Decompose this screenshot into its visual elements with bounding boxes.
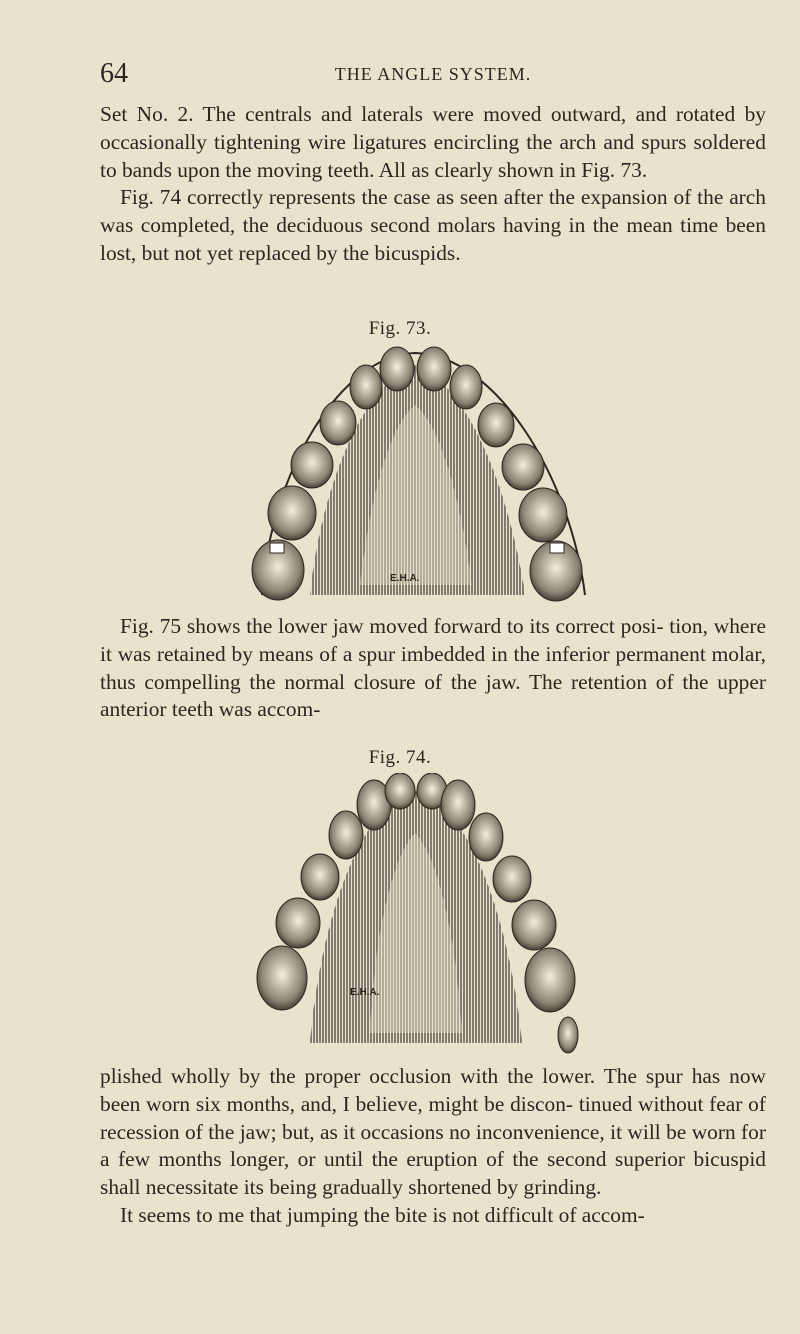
middle-line-3: inferior permanent molar, thus compelling the normal closure of: [100, 641, 766, 694]
engraver-initials-73: E.H.A.: [390, 573, 420, 584]
bottom-line-5: the eruption of the second superior bicuspid shall necessitate its: [100, 1147, 766, 1200]
bottom-line-1: plished wholly by the proper occlusion with the lower. The spur: [100, 1064, 692, 1088]
dental-arch-illustration-74: [250, 773, 580, 1059]
figure-74: [250, 773, 580, 1059]
paragraph-fig-74-description: Fig. 74 correctly represents the case as seen after the expansion of the arch was completed, the deciduous second molars having in the mean time been lost, but not yet replaced by the bicuspids.: [100, 185, 766, 265]
figure-74-caption: Fig. 74.: [368, 747, 432, 768]
bottom-line-3: tinued without fear of recession of the jaw; but, as it occasions: [100, 1091, 766, 1144]
figure-73-caption: Fig. 73.: [368, 318, 432, 339]
text-block-top: [100, 101, 766, 268]
page-number: 64: [100, 58, 128, 89]
engraver-initials-74: E.H.A.: [350, 987, 380, 998]
middle-line-1: Fig. 75 shows the lower jaw moved forward to its correct posi-: [120, 614, 670, 638]
paragraph-set-no-2: Set No. 2. The centrals and laterals were moved outward, and rotated by occasionally tightening wire ligatures encircling the arch and spurs soldered to bands upon the moving teeth. All as clearly shown in Fig. 73.: [100, 102, 766, 182]
dental-arch-illustration-73: [240, 345, 590, 607]
paragraph-jumping-the-bite: It seems to me that jumping the bite is not difficult of accom-: [120, 1202, 645, 1227]
bottom-line-4: no inconvenience, it will be worn for a few months longer, or until: [100, 1119, 766, 1172]
figure-73: [240, 345, 590, 607]
middle-line-2: tion, where it was retained by means of a spur imbedded in the: [100, 614, 766, 666]
bottom-line-2: has now been worn six months, and, I believe, might be discon-: [100, 1064, 767, 1116]
text-block-bottom: [100, 1063, 766, 1230]
paragraph-continuation: [100, 1063, 766, 1202]
running-title: THE ANGLE SYSTEM.: [334, 64, 532, 84]
page-header: [100, 58, 766, 90]
middle-line-4: the jaw. The retention of the upper anterior teeth was accom-: [100, 669, 766, 722]
text-block-middle: [100, 613, 766, 724]
bottom-line-6: being gradually shortened by grinding.: [269, 1175, 602, 1200]
paragraph-fig-75-description: [100, 613, 766, 724]
